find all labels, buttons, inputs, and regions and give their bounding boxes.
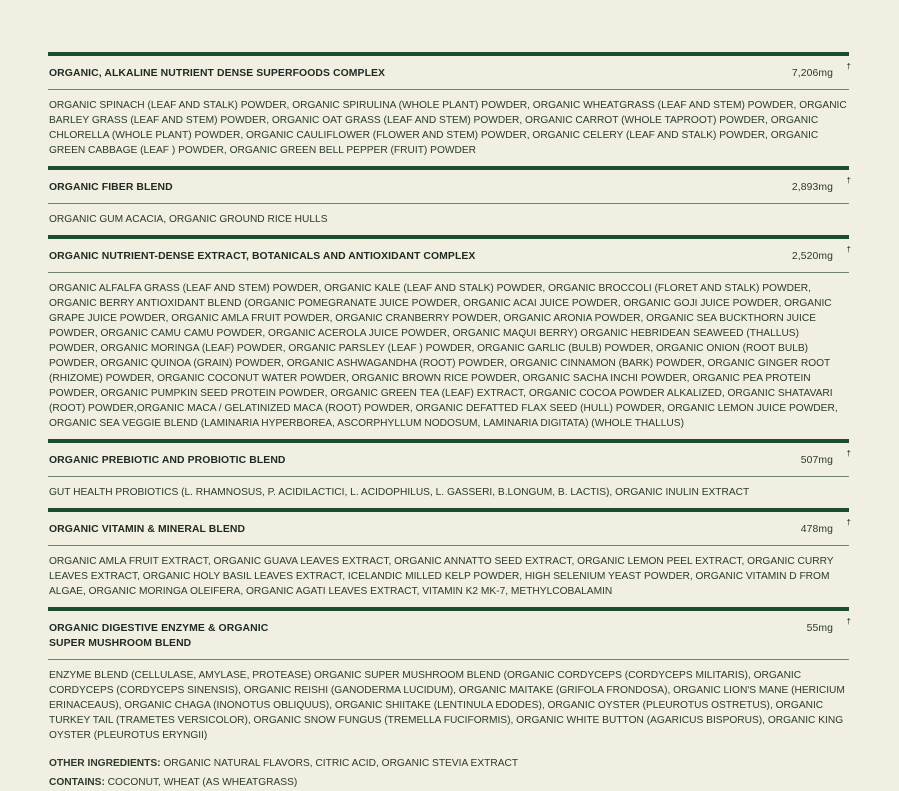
other-ingredients (48, 755, 849, 772)
section-amount: 2,893mg (791, 182, 833, 193)
section-amount: 507mg (800, 455, 833, 466)
section-superfoods (48, 52, 849, 166)
section-title: ORGANIC VITAMIN & MINERAL BLEND (49, 524, 246, 535)
section-ingredients: ORGANIC AMLA FRUIT EXTRACT, ORGANIC GUAVA LEAVES EXTRACT, ORGANIC ANNATTO SEED EXTRACT, ORGANIC LEMON PEEL EXTRACT, ORGANIC CURRY LEAVES EXTRACT, ORGANIC HOLY BASIL LEAVES EXTRACT, ICELANDIC MILLED KELP POWDER, HIGH SELENIUM YEAST POWDER, ORGANIC VITAMIN D FROM ALGAE, ORGANIC MORINGA OLEIFERA, ORGANIC AGATI LEAVES EXTRACT, VITAMIN K2 MK-7, METHYLCOBALAMIN (49, 556, 834, 597)
contains-label: CONTAINS: (49, 777, 105, 788)
section-amount: 2,520mg (791, 251, 833, 262)
section-fiber (48, 166, 849, 235)
section-ingredients: ENZYME BLEND (CELLULASE, AMYLASE, PROTEASE) ORGANIC SUPER MUSHROOM BLEND (ORGANIC CORDYCEPS (CORDYCEPS MILITARIS), ORGANIC CORDYCEPS (CORDYCEPS SINENSIS), ORGANIC REISHI (GANODERMA LUCIDUM), ORGANIC MAITAKE (GRIFOLA FRONDOSA), ORGANIC LION'S MANE (HERICIUM ERINACEAUS), ORGANIC CHAGA (INONOTUS OBLIQUUS), ORGANIC SHIITAKE (LENTINULA EDODES), ORGANIC OYSTER (PLEUROTUS OSTRETUS), ORGANIC TURKEY TAIL (TRAMETES VERSICOLOR), ORGANIC SNOW FUNGUS (TREMELLA FUCIFORMIS), ORGANIC WHITE BUTTON (AGARICUS BISPORUS), ORGANIC KING OYSTER (PLEUROTUS ERYNGII) (49, 670, 845, 741)
other-ingredients-label: OTHER INGREDIENTS: (49, 758, 161, 769)
section-prebiotic-probiotic (48, 439, 849, 508)
section-amount: 55mg (806, 623, 833, 634)
section-amount: 478mg (800, 524, 833, 535)
dagger-mark: † (846, 245, 851, 254)
section-title: ORGANIC NUTRIENT-DENSE EXTRACT, BOTANICALS AND ANTIOXIDANT COMPLEX (49, 251, 476, 262)
other-ingredients-value: ORGANIC NATURAL FLAVORS, CITRIC ACID, ORGANIC STEVIA EXTRACT (160, 758, 519, 769)
section-header (48, 166, 849, 204)
section-extract-botanicals (48, 235, 849, 439)
section-enzyme-mushroom (48, 607, 849, 755)
section-header (48, 235, 849, 273)
dagger-mark: † (846, 617, 851, 626)
section-header (48, 508, 849, 546)
section-ingredients: ORGANIC ALFALFA GRASS (LEAF AND STEM) POWDER, ORGANIC KALE (LEAF AND STALK) POWDER, ORGANIC BROCCOLI (FLORET AND STALK) POWDER, ORGANIC BERRY ANTIOXIDANT BLEND (ORGANIC POMEGRANATE JUICE POWDER, ORGANIC ACAI JUICE POWDER, ORGANIC GOJI JUICE POWDER, ORGANIC GRAPE JUICE POWDER, ORGANIC AMLA FRUIT POWDER, ORGANIC CRANBERRY POWDER, ORGANIC ARONIA POWDER, ORGANIC SEA BUCKTHORN JUICE POWDER, ORGANIC CAMU CAMU POWDER, ORGANIC ACEROLA JUICE POWDER, ORGANIC MAQUI BERRY) ORGANIC HEBRIDEAN SEAWEED (THALLUS) POWDER, ORGANIC MORINGA (LEAF) POWDER, ORGANIC PARSLEY (LEAF ) POWDER, ORGANIC GARLIC (BULB) POWDER, ORGANIC ONION (ROOT BULB) POWDER, ORGANIC QUINOA (GRAIN) POWDER, ORGANIC ASHWAGANDHA (ROOT) POWDER, ORGANIC CINNAMON (BARK) POWDER, ORGANIC GINGER ROOT (RHIZOME) POWDER, ORGANIC COCONUT WATER POWDER, ORGANIC BROWN RICE POWDER, ORGANIC SACHA INCHI POWDER, ORGANIC PEA PROTEIN POWDER, ORGANIC PUMPKIN SEED PROTEIN POWDER, ORGANIC GREEN TEA (LEAF) EXTRACT, ORGANIC COCOA POWDER ALKALIZED, ORGANIC SHATAVARI (ROOT) POWDER,ORGANIC MACA / GELATINIZED MACA (ROOT) POWDER, ORGANIC DEFATTED FLAX SEED (HULL) POWDER, ORGANIC LEMON JUICE POWDER, ORGANIC SEA VEGGIE BLEND (LAMINARIA HYPERBOREA, ASCORPHYLLUM NODOSUM, LAMINARIA DIGITATA) (WHOLE THALLUS) (49, 283, 838, 429)
section-title: ORGANIC FIBER BLEND (49, 182, 173, 193)
section-header (48, 607, 849, 660)
section-ingredients: ORGANIC SPINACH (LEAF AND STALK) POWDER, ORGANIC SPIRULINA (WHOLE PLANT) POWDER, ORGANIC WHEATGRASS (LEAF AND STEM) POWDER, ORGANIC BARLEY GRASS (LEAF AND STEM) POWDER, ORGANIC OAT GRASS (LEAF AND STEM) POWDER, ORGANIC CARROT (WHOLE TAPROOT) POWDER, ORGANIC CHLORELLA (WHOLE PLANT) POWDER, ORGANIC CAULIFLOWER (FLOWER AND STEM) POWDER, ORGANIC CELERY (LEAF AND STALK) POWDER, ORGANIC GREEN CABBAGE (LEAF ) POWDER, ORGANIC GREEN BELL PEPPER (FRUIT) POWDER (49, 100, 847, 156)
section-title: ORGANIC PREBIOTIC AND PROBIOTIC BLEND (49, 455, 286, 466)
section-header (48, 439, 849, 477)
section-ingredients: ORGANIC GUM ACACIA, ORGANIC GROUND RICE HULLS (49, 214, 328, 225)
dagger-mark: † (846, 176, 851, 185)
dagger-mark: † (846, 62, 851, 71)
dagger-mark: † (846, 518, 851, 527)
section-ingredients: GUT HEALTH PROBIOTICS (L. RHAMNOSUS, P. ACIDILACTICI, L. ACIDOPHILUS, L. GASSERI, B.LONGUM, B. LACTIS), ORGANIC INULIN EXTRACT (49, 487, 750, 498)
section-header (48, 52, 849, 90)
section-vitamin-mineral (48, 508, 849, 607)
contains-value: COCONUT, WHEAT (AS WHEATGRASS) (104, 777, 298, 788)
section-amount: 7,206mg (791, 68, 833, 79)
section-title: ORGANIC, ALKALINE NUTRIENT DENSE SUPERFOODS COMPLEX (49, 68, 386, 79)
contains (48, 774, 849, 791)
section-title: ORGANIC DIGESTIVE ENZYME & ORGANIC SUPER MUSHROOM BLEND (49, 623, 269, 649)
ingredients-panel (48, 52, 849, 791)
dagger-mark: † (846, 449, 851, 458)
